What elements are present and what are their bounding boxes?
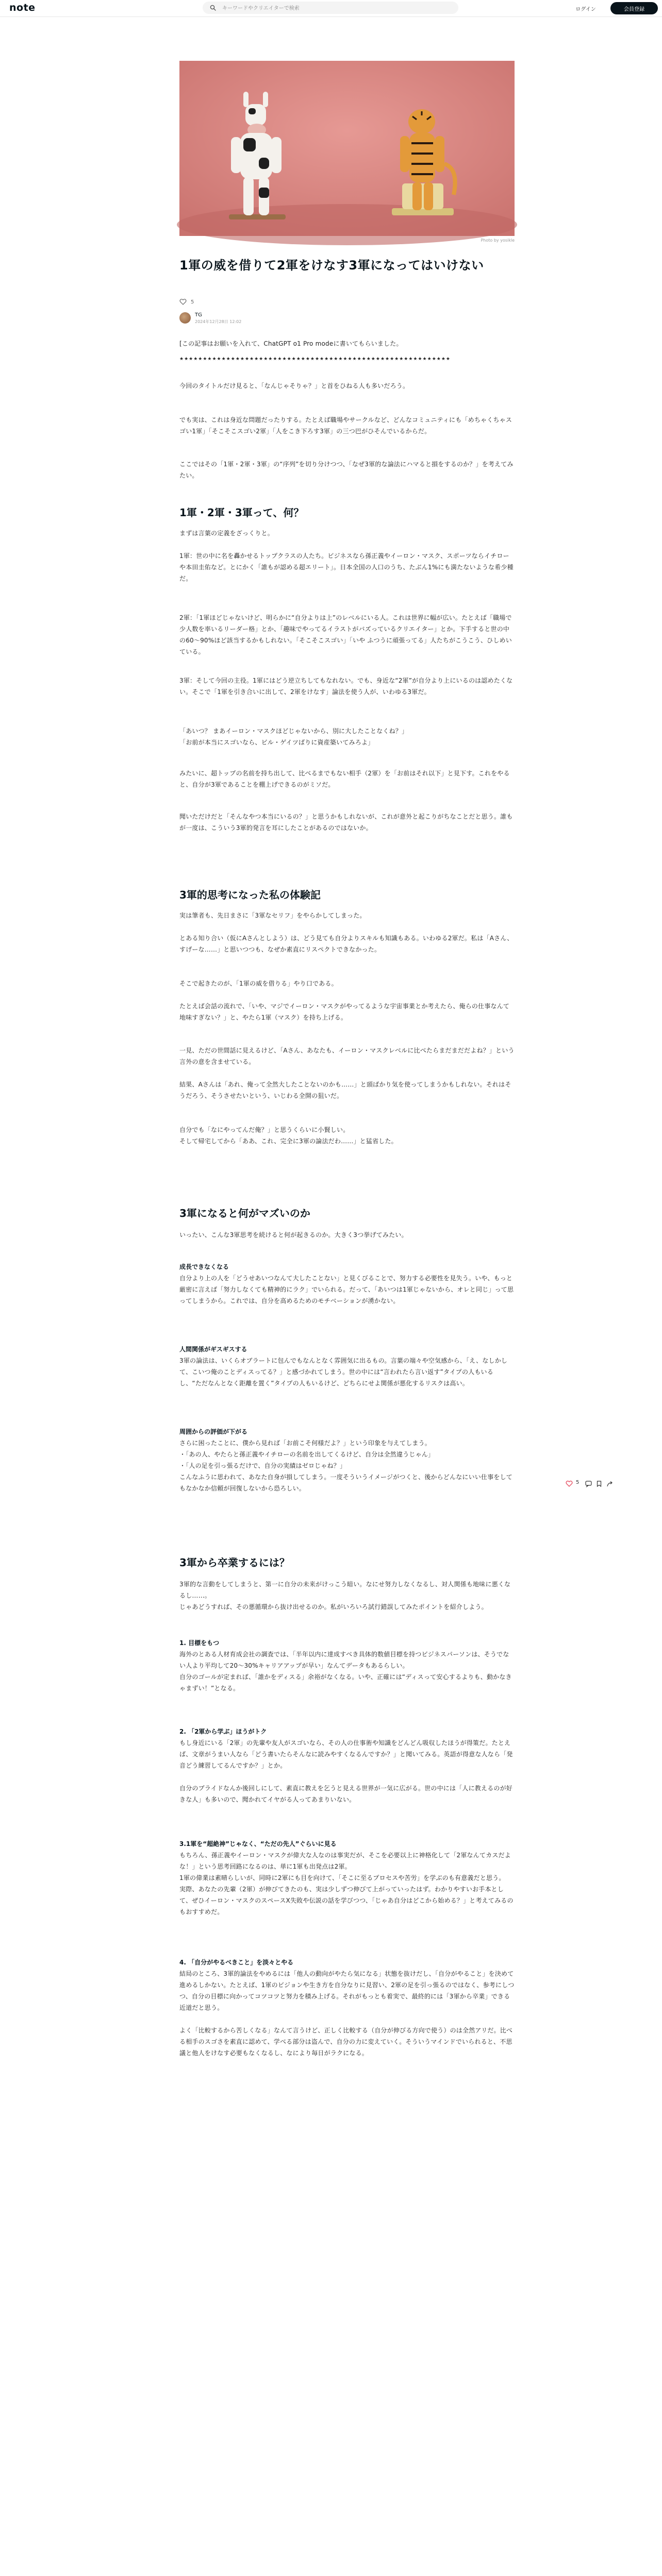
note-logo[interactable]: note [9, 2, 36, 13]
sub-heading: 4. 「自分がやるべきこと」を淡々とやる [179, 1959, 294, 1966]
paragraph: もし身近にいる「2軍」の先輩や友人がスゴいなら、その人の仕事術や知識をどんどん吸収したほうが得策だ。たとえば、文章がうまい人なら「どう書いたらそんなに読みやすくなるんですか？」と聞いてみる。英語が得意な人なら「発音どう練習してるんですか？」とか。 自分のプライドなんか後回しにして、素直に教えを乞うと見える世界が一気に広がる。世の中には「人に教えるのが好きな人」も多いので、聞かれてイヤがる人ってあまりいない。 [179, 1739, 513, 1803]
reaction-bar [566, 1479, 617, 1491]
paragraph: たとえば会話の流れで、「いや、マジでイーロン・マスクがやってるような宇宙事業とか考えたら、俺らの仕事なんて地味すぎない？」と、やたら1軍（マスク）を持ち上げる。 [179, 1003, 510, 1021]
search-input[interactable] [221, 4, 450, 13]
paragraph: ここではその「1軍・2軍・3軍」の“序列”を切り分けつつ、「なぜ3軍的な論法にハマると損をするのか？」を考えてみたい。 [179, 461, 514, 479]
paragraph: いったい、こんな3軍思考を続けると何が起きるのか。大きく3つ挙げてみたい。 [179, 1231, 408, 1239]
sub-heading: 成長できなくなる [179, 1263, 229, 1270]
paragraph: 聞いただけだと「そんなやつ本当にいるの？」と思うかもしれないが、これが意外と起こりがちなことだと思う。誰もが一度は、こういう3軍的発言を耳にしたことがあるのではないか。 [179, 813, 513, 832]
sub-heading: 周囲からの評価が下がる [179, 1428, 248, 1435]
search-icon [210, 5, 216, 11]
paragraph: 3軍的な言動をしてしまうと、第一に自分の未来がけっこう暗い。なにせ努力しなくなるし、対人関係も地味に悪くなるし……。 じゃあどうすれば、その悪循環から抜け出せるのか。私がいろいろ試行錯誤してみたポイントを紹介しよう。 [179, 1581, 511, 1611]
like-count: 5 [576, 1480, 580, 1485]
heart-icon[interactable] [566, 1481, 573, 1487]
paragraph: 一見、ただの世間話に見えるけど、「Aさん、あなたも、イーロン・マスクレベルに比べたらまだまだだよね？」という言外の意を含ませている。 [179, 1047, 515, 1065]
heart-icon[interactable] [179, 299, 187, 305]
hero-image [179, 61, 515, 236]
article-title: 1軍の威を借りて2軍をけなす3軍になってはいけない [179, 258, 484, 273]
intro-paragraph: [この記事はお願いを入れて、ChatGPT o1 Pro modeに書いてもらいました。 [179, 340, 403, 347]
hero-illustration [179, 61, 515, 236]
like-count: 5 [191, 299, 194, 305]
paragraph: 実は筆者も、先日まさに「3軍なセリフ」をやらかしてしまった。 [179, 912, 366, 919]
section-heading: 3軍から卒業するには？ [179, 1556, 290, 1569]
paragraph: 3軍：そして今回の主役。1軍にはどう逆立ちしてもなれない。でも、身近な“2軍”が自分より上にいるのは認めたくない。そこで「1軍を引き合いに出して、2軍をけなす」論法を使う人が、いわゆる3軍だ。 [179, 677, 513, 696]
paragraph: さらに困ったことに、僕から見れば「お前こそ何様だよ？」という印象を与えてしまう。 ・「あの人、やたらと孫正義やイチローの名前を出してくるけど、自分は全然違うじゃん」 ・「人の足を引っ張るだけで、自分の実績はゼロじゃね？」 こんなふうに思われて、あなた自身が損してしまう。一度そういうイメージがつくと、後からどんなにいい仕事をしてもなかなか信頼が回復しないから恐ろしい。 [179, 1439, 513, 1492]
author-name[interactable]: TG [195, 312, 202, 318]
paragraph: 1軍：世の中に名を轟かせるトップクラスの人たち。ビジネスなら孫正義やイーロン・マスク、スポーツならイチローや本田圭佑など。とにかく「誰もが認める超エリート」。日本全国の人口のうち、たぶん1%にも満たないような希少種だ。 [179, 552, 514, 582]
section-heading: 3軍的思考になった私の体験記 [179, 889, 321, 901]
section-heading: 3軍になると何がマズいのか [179, 1207, 310, 1219]
paragraph: 「あいつ？ まあイーロン・マスクほどじゃないから、別に大したことなくね？」 「お前が本当にスゴいなら、ビル・ゲイツばりに資産築いてみろよ」 [179, 727, 408, 746]
paragraph: まずは言葉の定義をざっくりと。 [179, 530, 274, 537]
paragraph: 2軍：「1軍ほどじゃないけど、明らかに“自分よりは上”のレベルにいる人。これは世界に幅が広い。たとえば「職場で少人数を率いるリーダー格」とか、「趣味でやってるイラストがバズっているクリエイター」とか。下手すると世の中の60〜90%ほど該当するかもしれない。「そこそこスゴい」「いや ふつうに頑張ってる」人たちがこうこう、ひしめいている。 [179, 614, 512, 655]
section-heading: 1軍・2軍・3軍って、何？ [179, 506, 304, 519]
paragraph: 自分でも「なにやってんだ俺？」と思うくらいに小賢しい。 そして帰宅してから「ああ、これ、完全に3軍の論法だわ……」と猛省した。 [179, 1126, 398, 1145]
search-box[interactable] [203, 2, 458, 14]
paragraph: 海外のとある人材育成会社の調査では、「半年以内に達成すべき具体的数値目標を持つビジネスパーソンは、そうでない人より平均して20〜30%キャリアアップが早い」なんてデータもあるらしい。 自分のゴールが定まれば、「誰かをディスる」余裕がなくなる。いや、正確には“ディスって安心するよりも、動かなきゃまずい！”となる。 [179, 1651, 512, 1692]
signup-button[interactable]: 会員登録 [610, 2, 658, 14]
paragraph: みたいに、超トップの名前を持ち出して、比べるまでもない相手（2軍）を「お前はそれ以下」と見下す。これをやると、自分が3軍であることを棚上げできるのがミソだ。 [179, 770, 510, 788]
separator: ★★★★★★★★★★★★★★★★★★★★★★★★★★★★★★★★★★★★★★★★★★★★★★★★★★★★★★★★★★ [179, 357, 451, 362]
share-icon[interactable] [607, 1481, 613, 1487]
paragraph: 自分より上の人を「どうせあいつなんて大したことない」と見くびることで、努力する必要性を見失う。いや、もっと厳密に言えば「努力しなくても精神的にラク」でいられる。だって、「あいつは1軍じゃないから、オレと同じ」って思ってしまうから。これでは、自分を高めるためのモチベーションが湧かない。 [179, 1275, 514, 1304]
paragraph: 結局のところ、3軍的論法をやめるには「他人の動向がやたら気になる」状態を抜けだし、「自分がやること」を決めて進めるしかない。たとえば、1軍のビジョンや生き方を自分なりに見習い、2軍の足を引っ張るのではなく、参考にしつつ、自分の目標に向かってコツコツと努力を積み上げる。それがもっとも着実で、最終的には「3軍から卒業」できる近道だと思う。 よく「比較するから苦しくなる」なんて言うけど、正しく比較する（自分が伸びる方向で使う）のは全然アリだ。比べる相手のスゴさを素直に認めて、学べる部分は盗んで、自分の力に変えていく。そういうマインドでいられると、不思議と他人をけなす必要もなくなるし、なにより毎日がラクになる。 [179, 1970, 515, 2057]
sub-heading: 人間関係がギスギスする [179, 1346, 247, 1353]
paragraph: 今回のタイトルだけ見ると、「なんじゃそりゃ？」と首をひねる人も多いだろう。 [179, 382, 409, 389]
hero-credit: Photo by yosikle [481, 238, 515, 243]
sub-heading: 3.1軍を“超絶神”じゃなく、“ただの先人”ぐらいに見る [179, 1840, 337, 1848]
sub-heading: 2. 「2軍から学ぶ」ほうがトク [179, 1728, 267, 1735]
sub-heading: 1. 目標をもつ [179, 1639, 220, 1647]
login-button[interactable]: ログイン [570, 3, 602, 14]
paragraph: 3軍の論法は、いくらオブラートに包んでもなんとなく雰囲気に出るもの。言葉の端々や空気感から、「え、なしかして、こいつ俺のことディスってる？」と感づかれてしまう。世の中には“言われたら言い返す”タイプの人もいるし、“ただなんとなく距離を置く”タイプの人もいるけど、どちらにせよ関係が悪化するリスクは高い。 [179, 1357, 508, 1387]
comment-icon[interactable] [585, 1481, 592, 1487]
bookmark-icon[interactable] [597, 1481, 602, 1487]
paragraph: 結果、Aさんは「あれ、俺って全然大したことないのかも……」と頭ばかり気を使ってしまうかもしれない。それはそうだろう、そうさせたいという、いじわる全開の狙いだ。 [179, 1081, 511, 1099]
like-row[interactable] [179, 299, 194, 305]
publish-date: 2024年12月28日 12:02 [195, 319, 242, 324]
paragraph: でも実は、これは身近な問題だったりする。たとえば職場やサークルなど、どんなコミュニティにも「めちゃくちゃスゴい1軍」「そこそこスゴい2軍」「人をこき下ろす3軍」の三つ巴がひそんでいるからだ。 [179, 416, 512, 435]
site-header [0, 0, 662, 17]
paragraph: もちろん、孫正義やイーロン・マスクが偉大な人なのは事実だが、そこを必要以上に神格化して「2軍なんてカスだよな！」という思考回路になるのは、単に1軍も出発点は2軍。 1軍の偉業は素晴らしいが、同時に2軍にも目を向けて、「そこに至るプロセスや苦労」を学ぶのも有意義だと思う。 実際、あなたの先輩（2軍）が伸びてきたのも、実は少しずつ伸びて上がっていったはず。わかりやすいお手本として、ぜひイーロン・マスクのスペースX失敗や伝説の話を学びつつ、「じゃあ自分はどこから始める？」と考えてみるのもおすすめだ。 [179, 1852, 514, 1916]
paragraph: そこで起きたのが、「1軍の威を借りる」やり口である。 [179, 980, 338, 987]
paragraph: とある知り合い（仮にAさんとしよう）は、どう見ても自分よりスキルも知識もある。いわゆる2軍だ。私は「Aさん、すげーな……」と思いつつも、なぜか素直にリスペクトできなかった。 [179, 935, 514, 953]
avatar[interactable] [179, 312, 191, 324]
